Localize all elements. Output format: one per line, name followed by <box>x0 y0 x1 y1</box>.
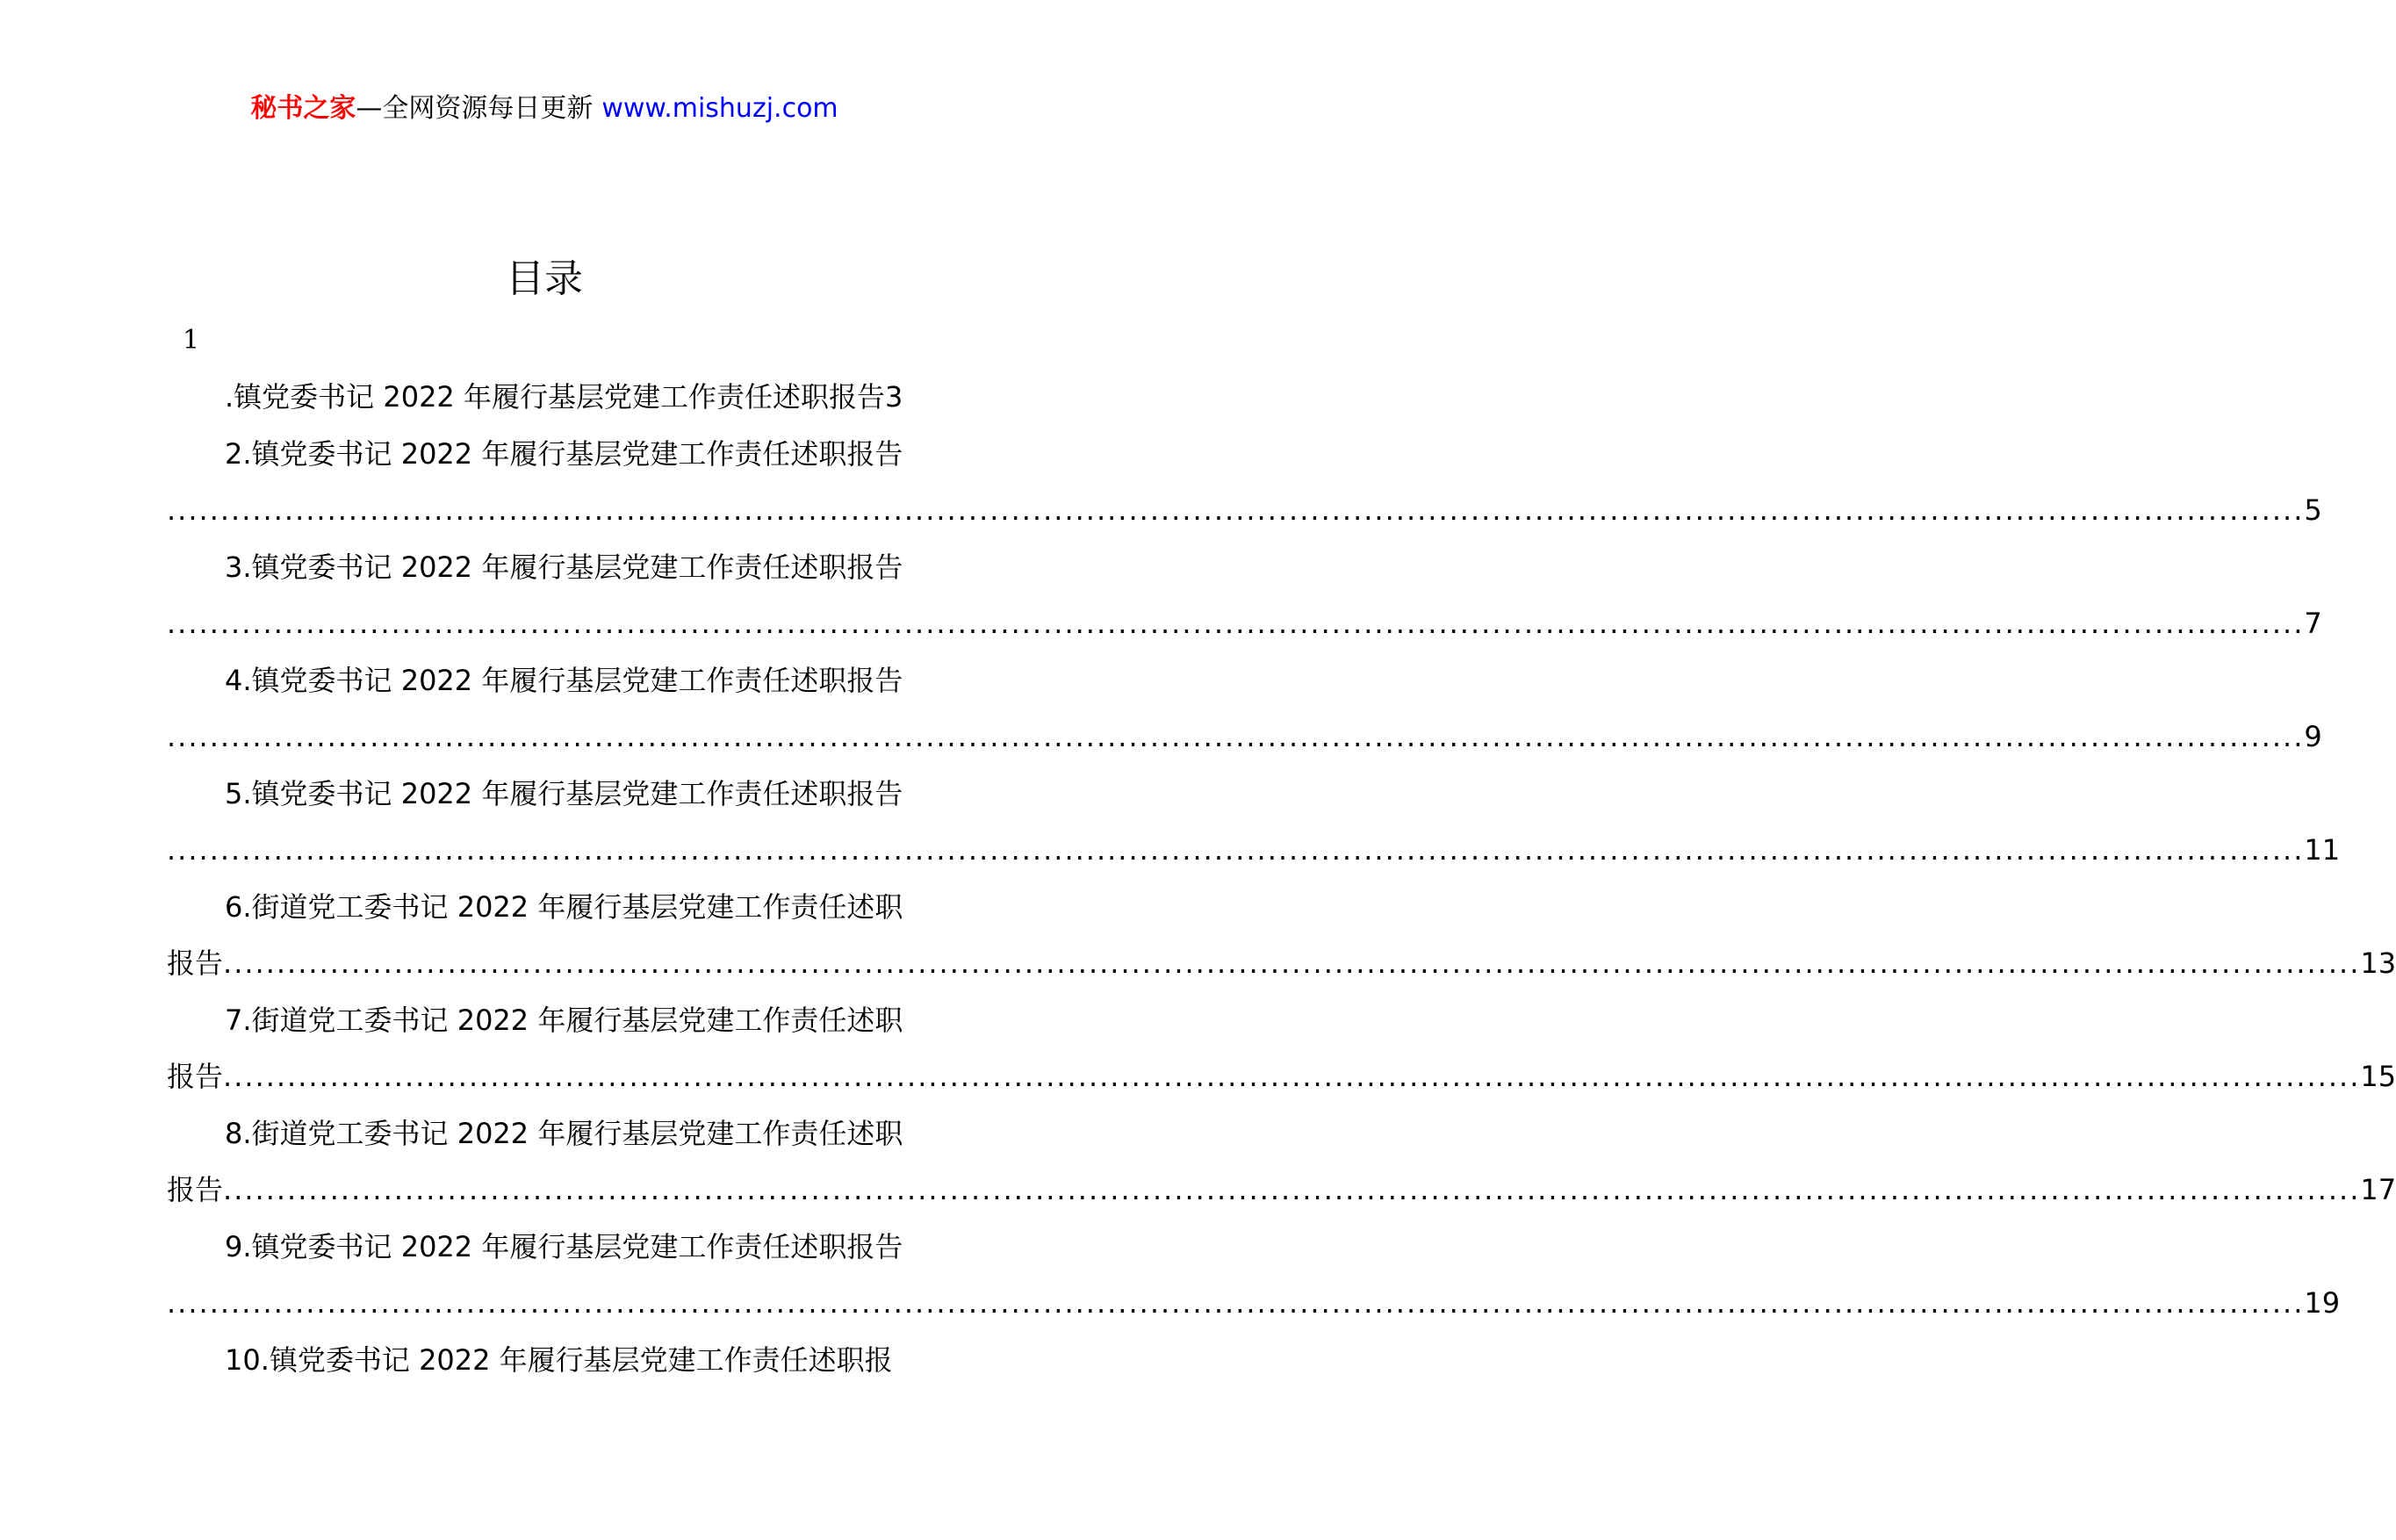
toc-dot-leader: ........................................................................................................................................................................................................ <box>167 720 2305 753</box>
toc-entry-title[interactable]: 10.镇党委书记 2022 年履行基层党建工作责任述职报 <box>225 1342 893 1377</box>
toc-dot-leader: ........................................................................................................................................................................................................ <box>223 1060 2361 1093</box>
toc-entry-leader[interactable] <box>167 1162 2396 1219</box>
toc-entry-title[interactable]: 8.街道党工委书记 2022 年履行基层党建工作责任述职 <box>225 1116 903 1150</box>
toc-entry-title[interactable]: 3.镇党委书记 2022 年履行基层党建工作责任述职报告 <box>225 550 903 584</box>
toc-entry-leader[interactable] <box>167 822 2341 879</box>
toc-dot-leader: ........................................................................................................................................................................................................ <box>167 607 2305 640</box>
toc-page-number: 9 <box>2304 720 2322 753</box>
toc-entry-title[interactable]: .镇党委书记 2022 年履行基层党建工作责任述职报告3 <box>225 380 903 414</box>
toc-entry-leader[interactable] <box>167 595 2322 652</box>
toc-page-number: 15 <box>2360 1060 2396 1093</box>
toc-title: 目录 <box>506 256 583 301</box>
toc-page-number: 19 <box>2304 1286 2341 1320</box>
brand-name: 秘书之家 <box>250 93 356 124</box>
toc-dot-leader: ........................................................................................................................................................................................................ <box>167 493 2305 527</box>
table-of-contents <box>167 369 2396 1388</box>
toc-entry-title[interactable]: 7.街道党工委书记 2022 年履行基层党建工作责任述职 <box>225 1003 903 1037</box>
toc-entry-continuation: 报告 <box>167 1060 224 1093</box>
toc-entry-title[interactable]: 2.镇党委书记 2022 年履行基层党建工作责任述职报告 <box>225 436 903 471</box>
toc-entry-title[interactable]: 6.街道党工委书记 2022 年履行基层党建工作责任述职 <box>225 889 903 924</box>
toc-dot-leader: ........................................................................................................................................................................................................ <box>223 946 2361 980</box>
toc-entry-leader[interactable] <box>167 1275 2341 1332</box>
toc-first-number: 1 <box>183 325 200 356</box>
toc-entry-leader[interactable] <box>167 935 2396 992</box>
toc-entry-leader[interactable] <box>167 482 2322 539</box>
toc-dot-leader: ........................................................................................................................................................................................................ <box>167 1286 2305 1320</box>
toc-entry-title[interactable]: 9.镇党委书记 2022 年履行基层党建工作责任述职报告 <box>225 1229 903 1263</box>
toc-entry-leader[interactable] <box>167 1048 2396 1105</box>
toc-page-number: 7 <box>2304 607 2322 640</box>
toc-entry-continuation: 报告 <box>167 946 224 980</box>
toc-entry-continuation: 报告 <box>167 1173 224 1206</box>
toc-entry-leader[interactable] <box>167 709 2322 766</box>
toc-entry-title[interactable]: 5.镇党委书记 2022 年履行基层党建工作责任述职报告 <box>225 776 903 810</box>
toc-page-number: 5 <box>2304 493 2322 527</box>
toc-entry-title[interactable]: 4.镇党委书记 2022 年履行基层党建工作责任述职报告 <box>225 663 903 697</box>
toc-page-number: 13 <box>2360 946 2396 980</box>
site-banner <box>0 90 1089 128</box>
banner-slogan: —全网资源每日更新 <box>356 93 594 124</box>
toc-dot-leader: ........................................................................................................................................................................................................ <box>167 833 2305 867</box>
toc-page-number: 11 <box>2304 833 2341 867</box>
toc-dot-leader: ........................................................................................................................................................................................................ <box>223 1173 2361 1206</box>
site-url-link[interactable]: www.mishuzj.com <box>601 93 838 124</box>
toc-page-number: 17 <box>2360 1173 2396 1206</box>
